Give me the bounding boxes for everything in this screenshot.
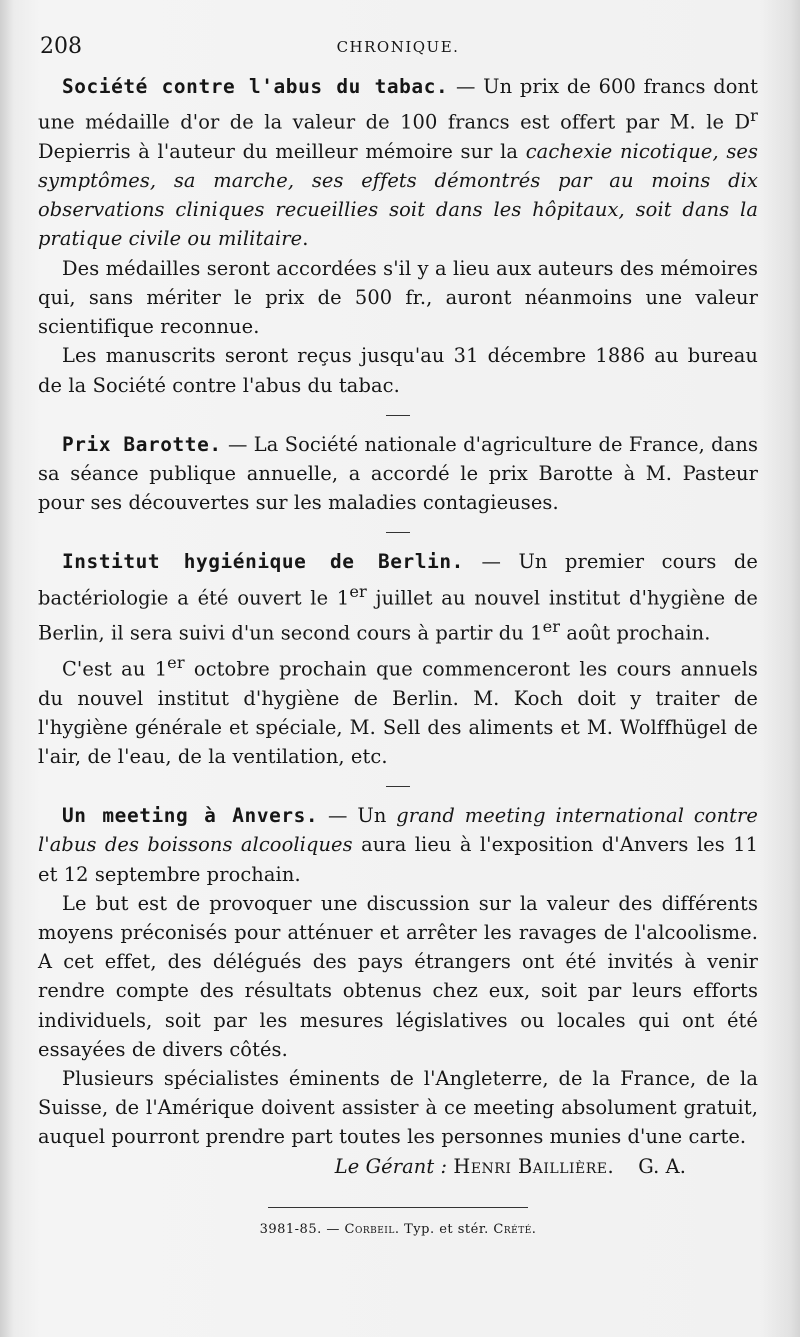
printer-imprint: 3981-85. — Corbeil. Typ. et stér. Crété. bbox=[259, 1221, 537, 1237]
paragraph: Institut hygiénique de Berlin. — Un premier cours de bactériologie a été ouvert le 1er juillet au nouvel institut d'hygiène de Berlin, il sera suivi d'un second cours à partir du 1er août prochain. bbox=[38, 550, 758, 645]
entry-heading: Société contre l'abus du tabac. bbox=[62, 75, 449, 98]
paragraph: Les manuscrits seront reçus jusqu'au 31 décembre 1886 au bureau de la Société contre l'abus du tabac. bbox=[38, 344, 758, 397]
section-separator bbox=[38, 517, 758, 547]
imprint-printer: Typ. et stér. bbox=[404, 1221, 489, 1237]
imprint-name: Crété. bbox=[493, 1221, 537, 1237]
entry-heading: Prix Barotte. bbox=[62, 432, 222, 456]
page-number: 208 bbox=[40, 34, 82, 59]
section-separator bbox=[38, 771, 758, 801]
signature-name: Henri Baillière. bbox=[453, 1154, 615, 1178]
paragraph: Des médailles seront accordées s'il y a lieu aux auteurs des mémoires qui, sans mériter le prix de 500 fr., auront néanmoins une valeur scientifique reconnue. bbox=[38, 256, 758, 339]
entry-berlin bbox=[38, 547, 758, 771]
paragraph: Un meeting à Anvers. — Un grand meeting international contre l'abus des boissons alcooliques aura lieu à l'exposition d'Anvers les 11 et 12 septembre prochain. bbox=[38, 804, 759, 886]
paragraph: Prix Barotte. — La Société nationale d'agriculture de France, dans sa séance publique annuelle, a accordé le prix Barotte à M. Pasteur pour ses découvertes sur les maladies contagieuses. bbox=[38, 432, 758, 515]
paragraph: Société contre l'abus du tabac. — Un prix de 600 francs dont une médaille d'or de la valeur de 100 francs est offert par M. le $D^r$ Depierris à l'auteur du meilleur mémoire sur la cachexie nicotique, ses symptômes, sa marche, ses effets démontrés par au moins dix observations cliniques recueillies soit dans les hôpitaux, soit dans la pratique civile ou militaire. bbox=[38, 75, 758, 251]
running-title: CHRONIQUE. bbox=[336, 38, 460, 56]
paragraph: C'est au 1er octobre prochain que commenceront les cours annuels du nouvel institut d'hygiène de Berlin. M. Koch doit y traiter de l'hygiène générale et spéciale, M. Sell des aliments et M. Wolffhügel de l'air, de l'eau, de la ventilation, etc. bbox=[38, 652, 758, 768]
paragraph: Plusieurs spécialistes éminents de l'Angleterre, de la France, de la Suisse, de l'Amérique doivent assister à ce meeting absolument gratuit, auquel pourront prendre part toutes les personnes munies d'une carte. G. A. bbox=[38, 1064, 758, 1152]
author-initials: G. A. bbox=[638, 1154, 686, 1178]
chronicle-text bbox=[38, 72, 758, 1181]
signature-label: Le Gérant : bbox=[334, 1154, 448, 1178]
entry-barotte bbox=[38, 430, 758, 518]
entry-tabac bbox=[38, 72, 758, 400]
entry-heading: Un meeting à Anvers. bbox=[62, 804, 319, 828]
section-separator bbox=[38, 400, 758, 430]
imprint-rule bbox=[268, 1207, 528, 1208]
running-head bbox=[38, 32, 758, 72]
entry-heading: Institut hygiénique de Berlin. bbox=[62, 550, 464, 574]
paragraph: Le but est de provoquer une discussion sur la valeur des différents moyens préconisés pour atténuer et arrêter les ravages de l'alcoolisme. A cet effet, des délégués des pays étrangers ont été invités à venir rendre compte des résultats obtenus chez eux, soit par leurs efforts individuels, soit par les mesures législatives ou locales qui ont été essayées de divers côtés. bbox=[38, 891, 758, 1061]
imprint-city: Corbeil. bbox=[344, 1221, 400, 1237]
imprint-number: 3981-85. bbox=[259, 1221, 322, 1237]
